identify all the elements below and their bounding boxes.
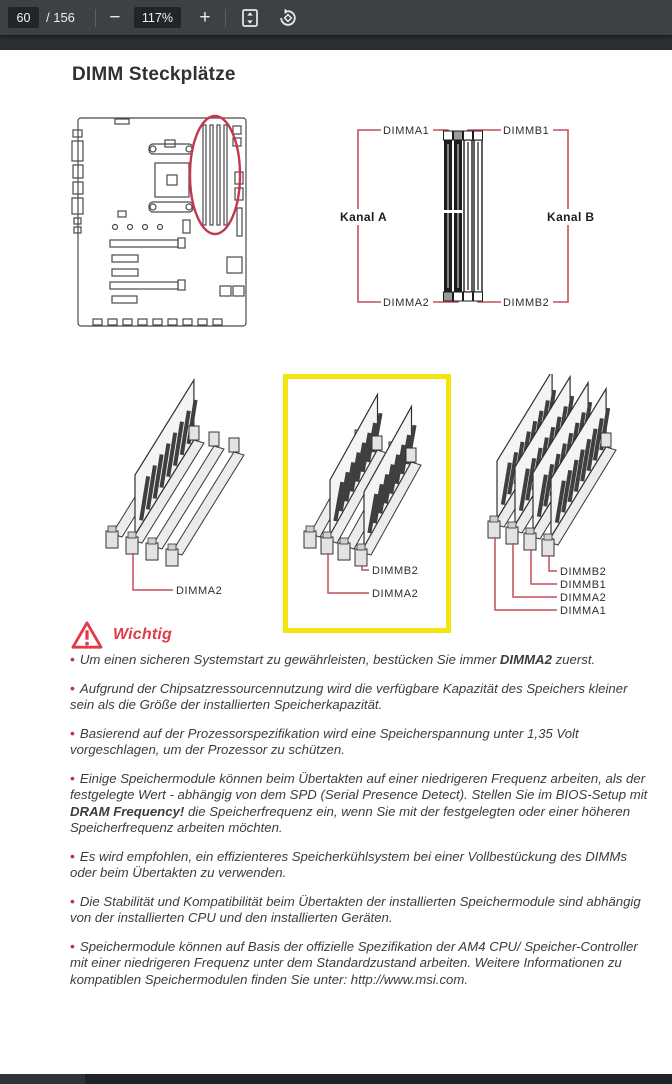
fit-to-page-icon xyxy=(240,8,260,28)
next-page-edge xyxy=(85,1074,672,1084)
recommended-config-highlight-box xyxy=(283,374,451,633)
slot-latch xyxy=(304,531,316,548)
zoom-in-button[interactable]: + xyxy=(193,5,217,31)
warning-bullet: • Aufgrund der Chipsatzressourcennutzung wird die verfügbare Kapazität des Speichers kleiner sein als die Größe der installierten Speicherkapazität. xyxy=(70,680,650,714)
label-kanal-a: Kanal A xyxy=(340,210,388,224)
slot-latch xyxy=(126,537,138,554)
toolbar-separator xyxy=(95,9,96,27)
slot-latch xyxy=(146,543,158,560)
dimm-slot-label: DIMMA1 xyxy=(560,605,607,617)
dimm-area-highlight-ellipse xyxy=(190,116,240,234)
channel-diagram xyxy=(328,108,616,316)
slot-latch xyxy=(106,531,118,548)
page-title: DIMM Steckplätze xyxy=(72,64,236,85)
dimm-slot-label: DIMMA2 xyxy=(372,588,419,600)
bullet-dot xyxy=(70,939,80,954)
warning-header xyxy=(70,620,172,650)
warning-bullet: • Die Stabilität und Kompatibilität beim Übertakten der installierten Speichermodule sind abhängig von der installierten CPU und den installierten Geräten. xyxy=(70,893,650,927)
slot-latch xyxy=(338,543,350,560)
bullet-dot xyxy=(70,849,80,864)
page-number-input[interactable] xyxy=(8,7,39,28)
bullet-dot xyxy=(70,726,80,741)
slot-latch xyxy=(321,537,333,554)
pdf-toolbar xyxy=(0,0,672,35)
rotate-icon xyxy=(278,8,298,28)
zoom-level-display[interactable]: 117% xyxy=(134,7,181,28)
pdf-page xyxy=(0,50,672,1074)
warning-bullet: • Um einen sicheren Systemstart zu gewährleisten, bestücken Sie immer DIMMA2 zuerst. xyxy=(70,651,650,669)
warning-title: Wichtig xyxy=(113,626,173,643)
dimm-slots-group xyxy=(444,131,483,301)
rotate-button[interactable] xyxy=(276,5,300,31)
page-gap xyxy=(0,35,672,50)
install-diagram-two-modules xyxy=(288,379,446,623)
bullet-dot xyxy=(70,681,80,696)
motherboard-diagram xyxy=(70,110,250,332)
slot-latch xyxy=(355,549,367,566)
label-kanal-b: Kanal B xyxy=(547,210,595,224)
slot-latch xyxy=(542,539,554,556)
label-dimma2: DIMMA2 xyxy=(383,297,430,309)
fit-to-page-button[interactable] xyxy=(238,5,262,31)
slot-latch xyxy=(506,527,518,544)
warning-bullet: • Speichermodule können auf Basis der offizielle Spezifikation der AM4 CPU/ Speicher-Controller mit einer niedrigeren Frequenz unter dem Standardzustand arbeiten. Weitere Informationen zu kompatiblen Speichermodulen finden Sie unter: http://www.msi.com. xyxy=(70,938,650,989)
zoom-out-button[interactable]: − xyxy=(102,5,128,31)
bullet-dot xyxy=(70,652,80,667)
page-total-label: / 156 xyxy=(46,10,75,25)
toolbar-separator xyxy=(225,9,226,27)
label-leader-line xyxy=(549,555,557,571)
warning-bullet: • Basierend auf der Prozessorspezifikation wird eine Speicherspannung unter 1,35 Volt vorgeschlagen, um der Prozessor zu schützen. xyxy=(70,725,650,759)
slot-latch xyxy=(488,521,500,538)
dimm-slot-label: DIMMA2 xyxy=(176,585,223,597)
slot-latch xyxy=(524,533,536,550)
warning-bullet: • Es wird empfohlen, ein effizienteres Speicherkühlsystem bei einer Vollbestückung des DIMMs oder beim Übertakten zu verwenden. xyxy=(70,848,650,882)
install-diagram-one-module xyxy=(68,376,278,616)
bullet-dot xyxy=(70,771,80,786)
warning-triangle-icon xyxy=(70,620,104,650)
bullet-dot xyxy=(70,894,80,909)
dimm-slot-label: DIMMB1 xyxy=(560,579,607,591)
slot-latch xyxy=(166,549,178,566)
dimm-slot-label: DIMMB2 xyxy=(560,566,607,578)
dimm-slot-label: DIMMA2 xyxy=(560,592,607,604)
warning-bullet-list xyxy=(70,651,650,999)
label-dimma1: DIMMA1 xyxy=(383,125,430,137)
dimm-slot-label: DIMMB2 xyxy=(372,565,419,577)
warning-bullet: • Einige Speichermodule können beim Übertakten auf einer niedrigeren Frequenz arbeiten, als der festgelegte Wert - abhängig von dem SPD (Serial Presence Detect). Stellen Sie im BIOS-Setup mit DRAM Frequency! die Speicherfrequenz ein, wenn Sie mit der festgelegten oder einer höheren Speicherfrequenz arbeiten möchten. xyxy=(70,770,650,837)
install-diagram-four-modules xyxy=(460,374,672,626)
label-dimmb1: DIMMB1 xyxy=(503,125,550,137)
label-dimmb2: DIMMB2 xyxy=(503,297,550,309)
